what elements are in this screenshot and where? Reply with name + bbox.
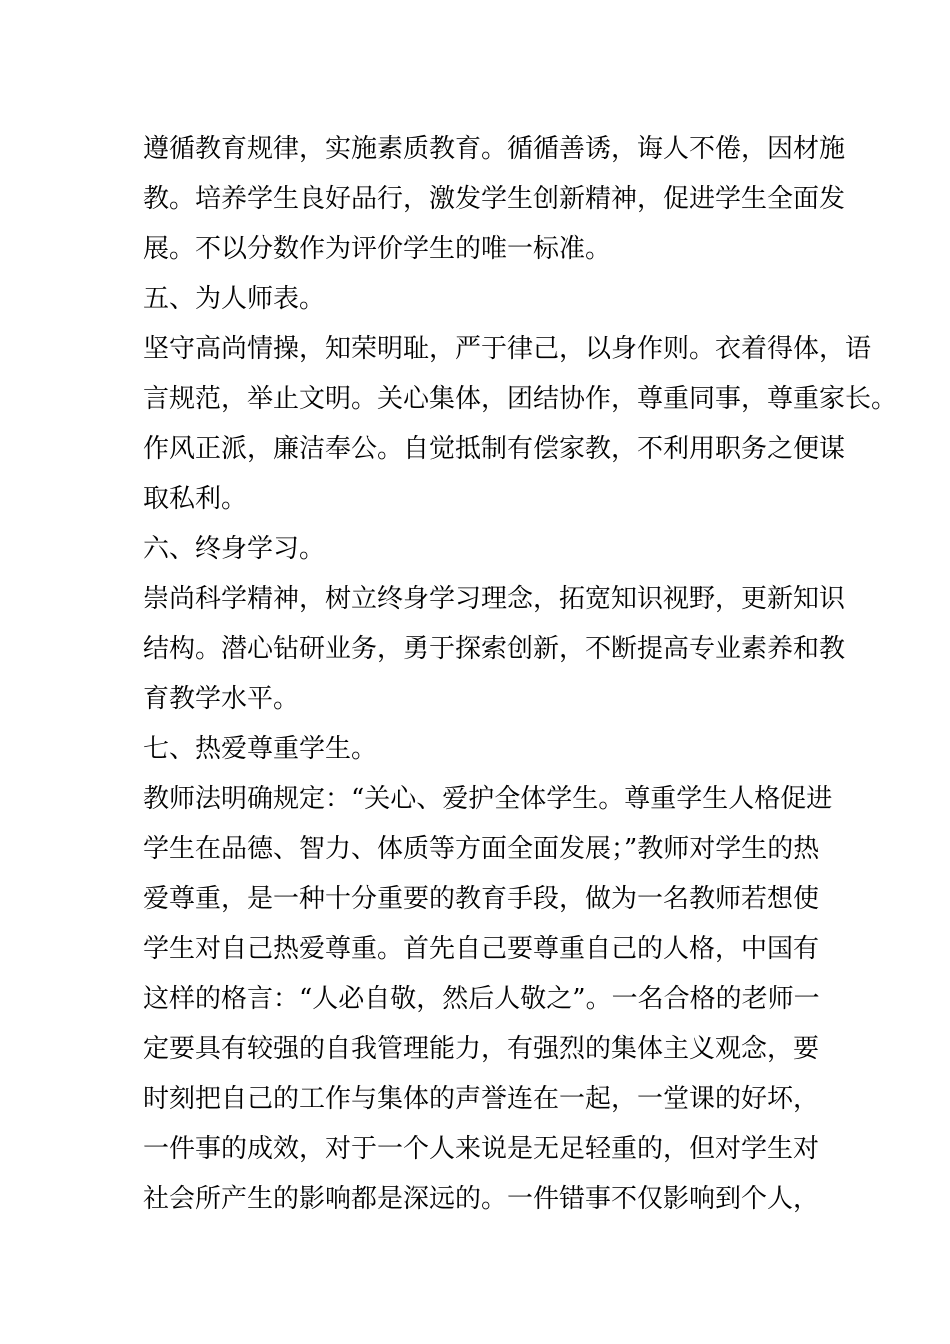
section-heading: 六、终身学习。 xyxy=(143,534,326,564)
text-line: 遵循教育规律，实施素质教育。循循善诱，诲人不倦，因材施 xyxy=(143,134,846,164)
text-line: 崇尚科学精神，树立终身学习理念，拓宽知识视野，更新知识 xyxy=(143,584,846,614)
text-line: 定要具有较强的自我管理能力，有强烈的集体主义观念，要 xyxy=(143,1034,820,1064)
text-line: 坚守高尚情操，知荣明耻，严于律己，以身作则。衣着得体，语 xyxy=(143,334,872,364)
text-line: 学生在品德、智力、体质等方面全面发展；”教师对学生的热 xyxy=(143,834,820,864)
text-line: 爱尊重，是一种十分重要的教育手段，做为一名教师若想使 xyxy=(143,884,820,914)
text-line: 结构。潜心钻研业务，勇于探索创新，不断提高专业素养和教 xyxy=(143,634,846,664)
text-line: 学生对自己热爱尊重。首先自己要尊重自己的人格，中国有 xyxy=(143,934,820,964)
text-line: 教师法明确规定：“关心、爱护全体学生。尊重学生人格促进 xyxy=(143,784,833,814)
text-line: 育教学水平。 xyxy=(143,684,300,714)
text-line: 时刻把自己的工作与集体的声誉连在一起，一堂课的好坏， xyxy=(143,1084,820,1114)
section-heading: 七、热爱尊重学生。 xyxy=(143,734,378,764)
text-line: 社会所产生的影响都是深远的。一件错事不仅影响到个人， xyxy=(143,1184,820,1214)
text-line: 教。培养学生良好品行，激发学生创新精神，促进学生全面发 xyxy=(143,184,846,214)
document-body-text xyxy=(143,124,898,1224)
text-line: 展。不以分数作为评价学生的唯一标准。 xyxy=(143,234,612,264)
text-line: 作风正派，廉洁奉公。自觉抵制有偿家教，不利用职务之便谋 xyxy=(143,434,846,464)
text-line: 取私利。 xyxy=(143,484,248,514)
text-line: 这样的格言：“人必自敬，然后人敬之”。一名合格的老师一 xyxy=(143,984,820,1014)
text-line: 一件事的成效，对于一个人来说是无足轻重的，但对学生对 xyxy=(143,1134,820,1164)
section-heading: 五、为人师表。 xyxy=(143,284,326,314)
text-line: 言规范，举止文明。关心集体，团结协作，尊重同事，尊重家长。 xyxy=(143,384,898,414)
